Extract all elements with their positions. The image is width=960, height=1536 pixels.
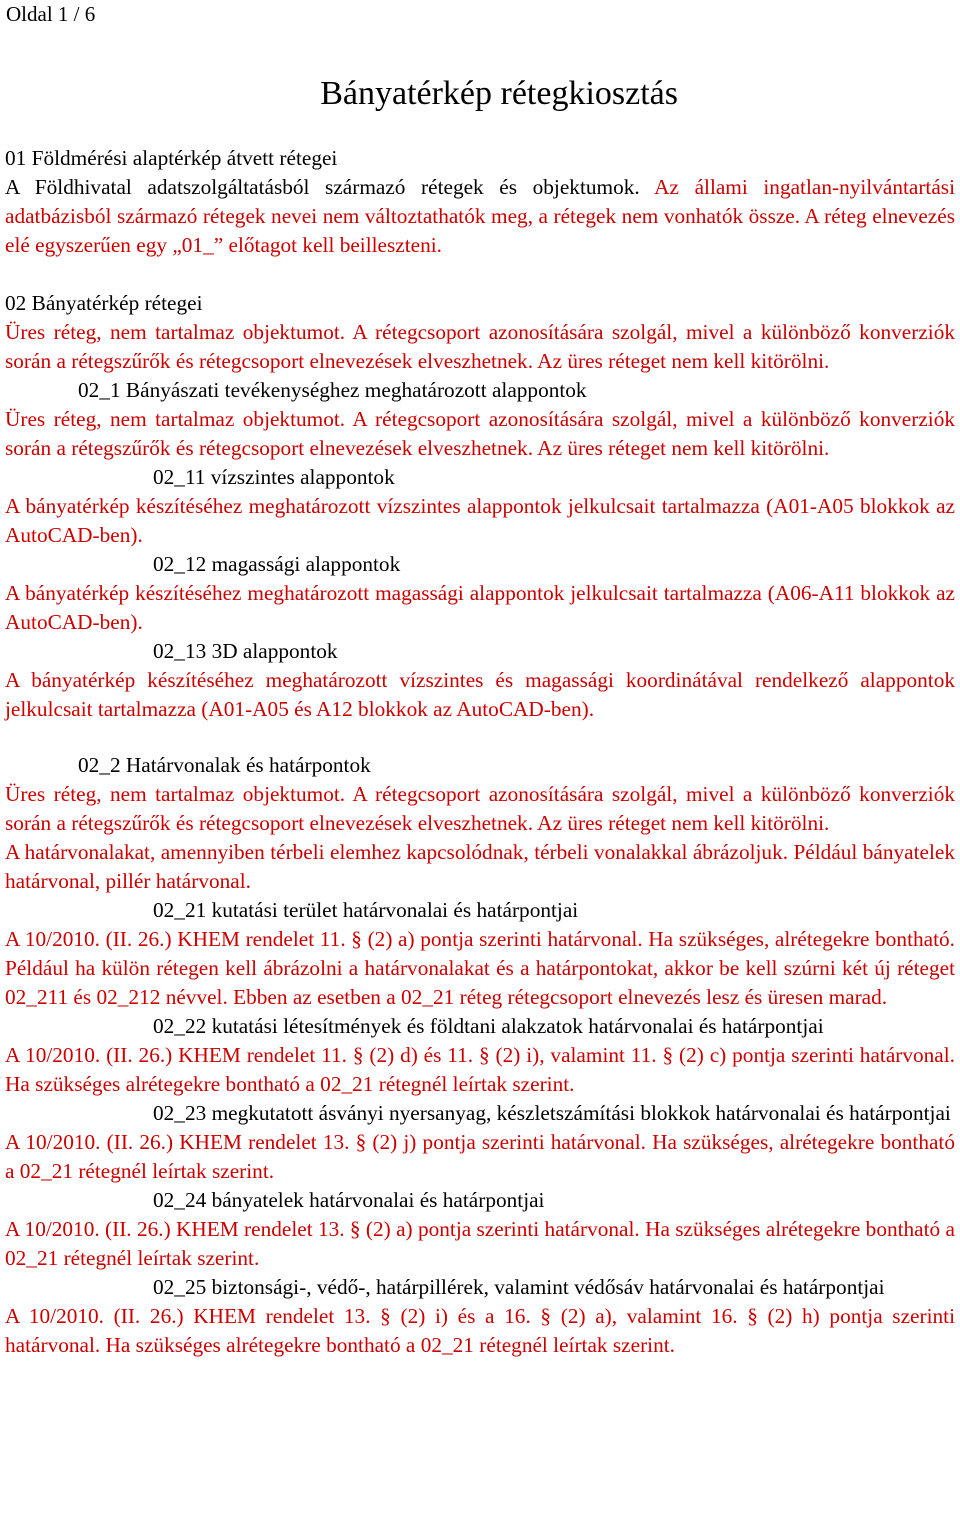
document-title: Bányatérkép rétegkiosztás	[320, 75, 678, 112]
section-heading: 01 Földmérési alaptérkép átvett rétegei	[5, 146, 338, 170]
red-text-run: Üres réteg, nem tartalmaz objektumot. A rétegcsoport azonosítására szolgál, mivel a különböző konverziók során a rétegszűrők és rétegcsoport elnevezések elveszhetnek. Az üres réteget nem kell kitörölni.	[5, 407, 955, 460]
paragraph-spacer	[5, 260, 955, 289]
body-paragraph	[5, 173, 955, 260]
red-text-run: A bányatérkép készítéséhez meghatározott vízszintes alappontok jelkulcsait tartalmazza (A01-A05 blokkok az AutoCAD-ben).	[5, 494, 955, 547]
section-heading: 02_11 vízszintes alappontok	[153, 465, 395, 489]
section-heading: 02_22 kutatási létesítmények és földtani alakzatok határvonalai és határpontjai	[153, 1014, 824, 1038]
section-heading: 02_24 bányatelek határvonalai és határpontjai	[153, 1188, 545, 1212]
text-run: A Földhivatal adatszolgáltatásból származó rétegek és objektumok.	[5, 175, 655, 199]
red-text-run: A bányatérkép készítéséhez meghatározott magassági alappontok jelkulcsait tartalmazza (A06-A11 blokkok az AutoCAD-ben).	[5, 581, 955, 634]
red-text-run: A 10/2010. (II. 26.) KHEM rendelet 11. § (2) a) pontja szerinti határvonal. Ha szükséges, alrétegekre bontható. Például ha külön rétegen kell ábrázolni a határvonalakat és a határpontokat, akkor be kell szúrni két új réteget 02_211 és 02_212 névvel. Ebben az esetben a 02_21 réteg rétegcsoport elnevezés lesz és üresen marad.	[5, 927, 955, 1009]
section-heading: 02_2 Határvonalak és határpontok	[78, 753, 371, 777]
section-heading: 02_23 megkutatott ásványi nyersanyag, készletszámítási blokkok határvonalai és határpontjai	[153, 1101, 951, 1125]
body-paragraph	[5, 318, 955, 376]
red-text-run: A bányatérkép készítéséhez meghatározott vízszintes és magassági koordinátával rendelkező alappontok jelkulcsait tartalmazza (A01-A05 és A12 blokkok az AutoCAD-ben).	[5, 668, 955, 721]
body-paragraph	[5, 1041, 955, 1099]
red-text-run: Az állami ingatlan-nyilvántartási adatbázisból származó rétegek nevei nem változtathatók meg, a rétegek nem vonhatók össze. A réteg elnevezés elé egyszerűen egy „01_” előtagot kell beilleszteni.	[5, 175, 955, 257]
red-text-run: Üres réteg, nem tartalmaz objektumot. A rétegcsoport azonosítására szolgál, mivel a különböző konverziók során a rétegszűrők és rétegcsoport elnevezések elveszhetnek. Az üres réteget nem kell kitörölni.	[5, 320, 955, 373]
body-paragraph	[5, 1215, 955, 1273]
body-paragraph	[5, 405, 955, 463]
section-heading: 02_12 magassági alappontok	[153, 552, 401, 576]
red-text-run: A határvonalakat, amennyiben térbeli elemhez kapcsolódnak, térbeli vonalakkal ábrázoljuk. Például bányatelek határvonal, pillér határvonal.	[5, 840, 955, 893]
body-paragraph	[5, 780, 955, 838]
red-text-run: A 10/2010. (II. 26.) KHEM rendelet 13. § (2) i) és a 16. § (2) a), valamint 16. § (2) h) pontja szerinti határvonal. Ha szükséges alrétegekre bontható a 02_21 rétegnél leírtak szerint.	[5, 1304, 955, 1357]
section-heading: 02 Bányatérkép rétegei	[5, 291, 203, 315]
body-paragraph	[5, 1302, 955, 1360]
body-paragraph	[5, 666, 955, 724]
section-heading: 02_25 biztonsági-, védő-, határpillérek, valamint védősáv határvonalai és határpontjai	[153, 1275, 885, 1299]
section-heading: 02_1 Bányászati tevékenységhez meghatározott alappontok	[78, 378, 587, 402]
body-paragraph	[5, 925, 955, 1012]
section-heading: 02_13 3D alappontok	[153, 639, 338, 663]
document-body	[5, 144, 955, 1360]
body-paragraph	[5, 838, 955, 896]
body-paragraph	[5, 579, 955, 637]
section-heading: 02_21 kutatási terület határvonalai és határpontjai	[153, 898, 579, 922]
paragraph-spacer	[5, 724, 955, 751]
red-text-run: Üres réteg, nem tartalmaz objektumot. A rétegcsoport azonosítására szolgál, mivel a különböző konverziók során a rétegszűrők és rétegcsoport elnevezések elveszhetnek. Az üres réteget nem kell kitörölni.	[5, 782, 955, 835]
body-paragraph	[5, 1128, 955, 1186]
red-text-run: A 10/2010. (II. 26.) KHEM rendelet 13. § (2) a) pontja szerinti határvonal. Ha szükséges alrétegekre bontható a 02_21 rétegnél leírtak szerint.	[5, 1217, 955, 1270]
page-indicator: Oldal 1 / 6	[6, 2, 96, 26]
red-text-run: A 10/2010. (II. 26.) KHEM rendelet 11. § (2) d) és 11. § (2) i), valamint 11. § (2) c) pontja szerinti határvonal. Ha szükséges alrétegekre bontható a 02_21 rétegnél leírtak szerint.	[5, 1043, 955, 1096]
red-text-run: A 10/2010. (II. 26.) KHEM rendelet 13. § (2) j) pontja szerinti határvonal. Ha szükséges, alrétegekre bontható a 02_21 rétegnél leírtak szerint.	[5, 1130, 955, 1183]
body-paragraph	[5, 492, 955, 550]
